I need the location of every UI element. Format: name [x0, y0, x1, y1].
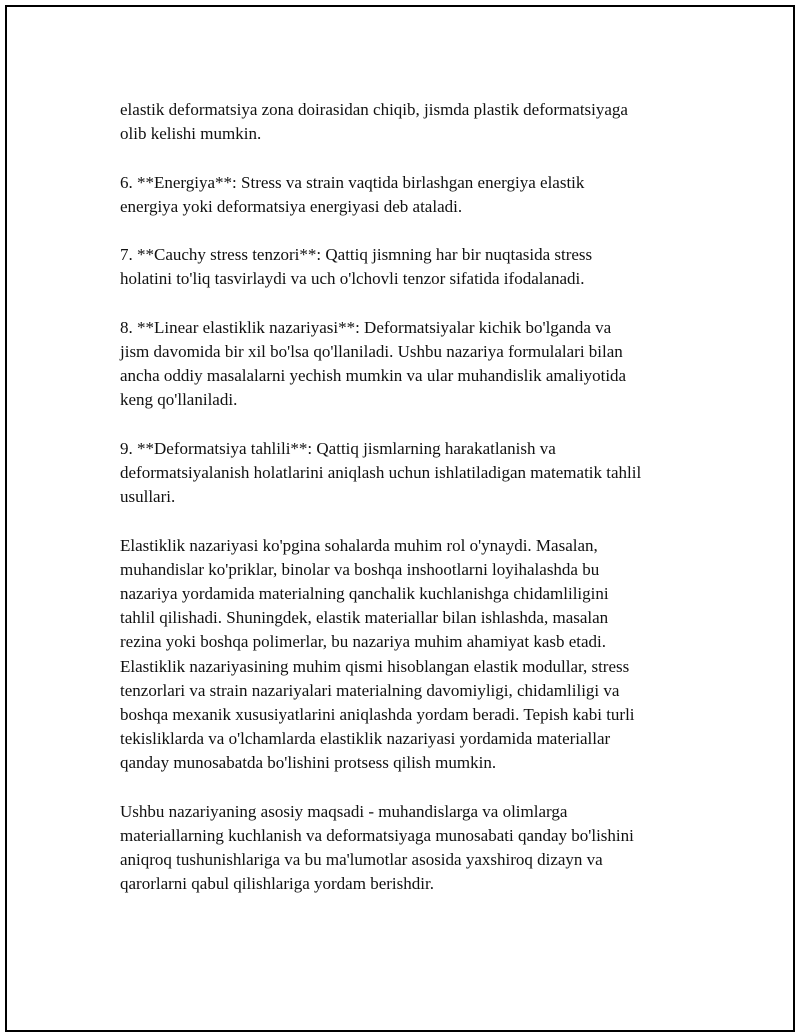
- text-line: tekisliklarda va o'lchamlarda elastiklik nazariyasi yordamida materiallar: [120, 729, 611, 749]
- text-line: jism davomida bir xil bo'lsa qo'llaniladi. Ushbu nazariya formulalari bilan: [120, 341, 623, 361]
- text-line: nazariya yordamida materialning qanchalik kuchlanishga chidamliligini: [120, 583, 609, 603]
- text-line: Elastiklik nazariyasi ko'pgina sohalarda muhim rol o'ynaydi. Masalan,: [120, 535, 598, 555]
- text-line: aniqroq tushunishlariga va bu ma'lumotlar asosida yaxshiroq dizayn va: [120, 850, 603, 870]
- list-item-8-linear-elastiklik: [120, 316, 700, 413]
- text-line: 8. **Linear elastiklik nazariyasi**: Deformatsiyalar kichik bo'lganda va: [120, 317, 612, 337]
- text-line: muhandislar ko'priklar, binolar va boshqa inshootlarni loyihalashda bu: [120, 559, 600, 579]
- text-line: usullari.: [120, 487, 176, 507]
- text-line: keng qo'llaniladi.: [120, 390, 238, 410]
- text-line: 6. **Energiya**: Stress va strain vaqtida birlashgan energiya elastik: [120, 172, 585, 192]
- text-line: holatini to'liq tasvirlaydi va uch o'lchovli tenzor sifatida ifodalanadi.: [120, 269, 585, 289]
- text-line: deformatsiyalanish holatlarini aniqlash uchun ishlatiladigan matematik tahlil: [120, 462, 642, 482]
- text-line: Elastiklik nazariyasining muhim qismi hisoblangan elastik modullar, stress: [120, 656, 630, 676]
- document-body: [120, 98, 700, 921]
- text-line: qarorlarni qabul qilishlariga yordam berishdir.: [120, 874, 434, 894]
- page-frame: [5, 5, 795, 1032]
- list-item-9-deformatsiya-tahlili: [120, 437, 700, 510]
- paragraph-applications: [120, 534, 700, 776]
- text-line: energiya yoki deformatsiya energiyasi deb ataladi.: [120, 196, 463, 216]
- paragraph-plastic-deformation: [120, 98, 700, 146]
- text-line: olib kelishi mumkin.: [120, 124, 262, 144]
- paragraph-conclusion: [120, 800, 700, 897]
- text-line: 7. **Cauchy stress tenzori**: Qattiq jismning har bir nuqtasida stress: [120, 245, 593, 265]
- text-line: qanday munosabatda bo'lishini protsess qilish mumkin.: [120, 753, 497, 773]
- text-line: boshqa mexanik xususiyatlarini aniqlashda yordam beradi. Tepish kabi turli: [120, 705, 635, 724]
- text-line: rezina yoki boshqa polimerlar, bu nazariya muhim ahamiyat kasb etadi.: [120, 632, 607, 652]
- text-line: 9. **Deformatsiya tahlili**: Qattiq jismlarning harakatlanish va: [120, 438, 556, 458]
- text-line: tahlil qilishadi. Shuningdek, elastik materiallar bilan ishlashda, masalan: [120, 608, 609, 628]
- text-line: Ushbu nazariyaning asosiy maqsadi - muhandislarga va olimlarga: [120, 801, 568, 821]
- list-item-6-energiya: [120, 171, 700, 219]
- text-line: ancha oddiy masalalarni yechish mumkin va ular muhandislik amaliyotida: [120, 366, 627, 386]
- list-item-7-cauchy-stress-tenzori: [120, 243, 700, 291]
- text-line: materiallarning kuchlanish va deformatsiyaga munosabati qanday bo'lishini: [120, 826, 634, 845]
- text-line: tenzorlari va strain nazariyalari materialning davomiyligi, chidamliligi va: [120, 680, 620, 700]
- text-line: elastik deformatsiya zona doirasidan chiqib, jismda plastik deformatsiyaga: [120, 100, 628, 119]
